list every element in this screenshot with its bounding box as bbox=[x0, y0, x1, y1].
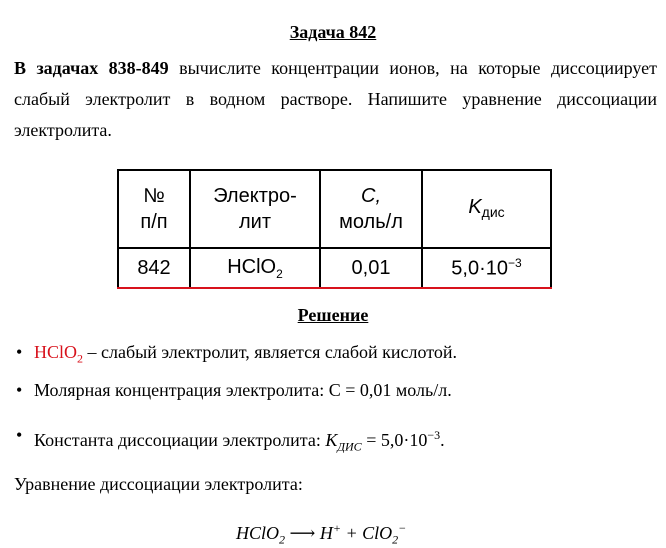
eq-right2-sub: 2 bbox=[392, 532, 399, 547]
list-item bbox=[14, 377, 457, 421]
bullet3-text: Константа диссоциации электролита: bbox=[34, 430, 326, 450]
bullet-icon: • bbox=[16, 380, 23, 400]
list-item bbox=[14, 339, 457, 377]
formula-hclo2: HClO$_2$ bbox=[34, 342, 84, 366]
header-c-symbol: С, bbox=[361, 185, 381, 207]
bullet-icon: • bbox=[16, 342, 23, 362]
bullet3-end: . bbox=[440, 430, 445, 450]
eq-plus: + bbox=[340, 523, 363, 543]
bullet3-value: = 5,0·10 bbox=[361, 430, 428, 450]
table-row bbox=[118, 248, 551, 288]
header-k-sub: дис bbox=[481, 203, 505, 220]
solution-title: Решение bbox=[297, 305, 369, 325]
data-table-wrapper bbox=[117, 169, 552, 286]
header-number-line1: № bbox=[143, 185, 165, 207]
task-statement bbox=[14, 53, 657, 146]
cell-k-exp: −3 bbox=[508, 255, 522, 270]
eq-right1: H bbox=[319, 523, 333, 543]
data-table bbox=[117, 169, 552, 289]
dissociation-equation bbox=[236, 521, 406, 548]
cell-k-mantissa: 5,0·10 bbox=[451, 257, 509, 280]
task-text: вычислите концентрации ионов, на которые диссоциирует слабый электролит в водном растворе. Напишите уравнение диссоциации электролита. bbox=[14, 58, 657, 140]
header-concentration bbox=[320, 170, 422, 248]
task-title: Задача 842 bbox=[289, 22, 377, 42]
cell-k bbox=[422, 248, 551, 288]
cell-number: 842 bbox=[118, 248, 190, 288]
header-number bbox=[118, 170, 190, 248]
header-k bbox=[422, 170, 551, 248]
eq-left: HClO bbox=[236, 523, 280, 543]
header-k-symbol: K bbox=[468, 195, 482, 218]
eq-left-sub: 2 bbox=[279, 532, 286, 547]
header-c-unit: моль/л bbox=[339, 211, 403, 233]
header-number-line2: п/п bbox=[140, 211, 168, 233]
cell-concentration: 0,01 bbox=[320, 248, 422, 288]
eq-right2-sup: − bbox=[398, 521, 407, 535]
bullet2-math: C = 0,01 моль/л bbox=[328, 380, 448, 400]
header-electrolyte bbox=[190, 170, 320, 248]
header-electrolyte-line2: лит bbox=[238, 211, 271, 233]
table-header-row bbox=[118, 170, 551, 248]
cell-electrolyte-main: HClO bbox=[227, 255, 277, 278]
bullet2-text: Молярная концентрация электролита: bbox=[34, 380, 329, 400]
solution-bullets bbox=[14, 339, 457, 461]
cell-electrolyte bbox=[190, 248, 320, 288]
arrow-icon: ⟶ bbox=[289, 523, 316, 543]
bullet3-k-symbol: K bbox=[325, 430, 338, 450]
eq-right2: ClO bbox=[362, 523, 393, 543]
equation-heading: Уравнение диссоциации электролита: bbox=[14, 474, 303, 494]
eq-right1-sup: + bbox=[332, 521, 341, 535]
cell-electrolyte-sub: 2 bbox=[276, 266, 283, 281]
list-item bbox=[14, 421, 457, 461]
bullet3-exp: −3 bbox=[427, 428, 441, 442]
bullet2-end: . bbox=[447, 380, 452, 400]
task-range-bold: В задачах 838-849 bbox=[14, 58, 169, 78]
bullet1-text: – слабый электролит, является слабой кислотой. bbox=[83, 342, 457, 362]
bullet-icon: • bbox=[16, 425, 23, 445]
header-electrolyte-line1: Электро- bbox=[213, 185, 297, 207]
bullet3-k-sub: ДИС bbox=[337, 439, 362, 454]
